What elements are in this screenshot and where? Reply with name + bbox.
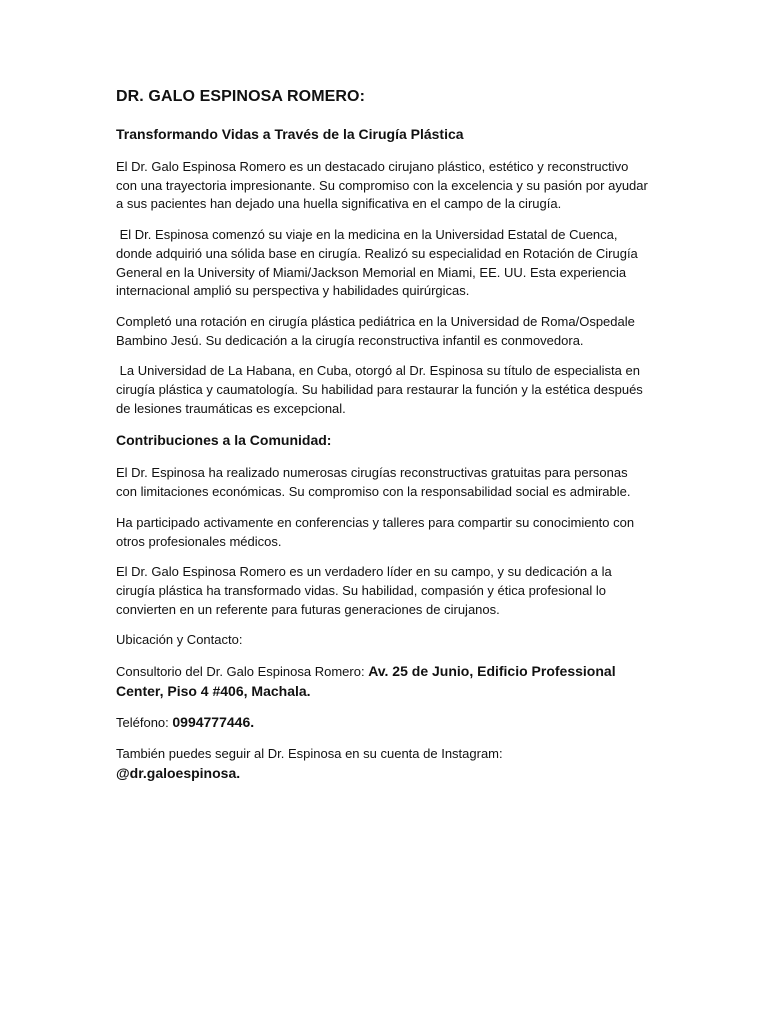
phone-value: 0994777446 (172, 714, 251, 731)
document-subtitle: Transformando Vidas a Través de la Cirugía Plástica (116, 126, 464, 142)
community-title: Contribuciones a la Comunidad: (116, 432, 332, 449)
phone-suffix: . (250, 714, 255, 731)
instagram-line (116, 745, 652, 783)
phone-label: Teléfono: (116, 715, 173, 731)
instagram-label: También puedes seguir al Dr. Espinosa en su cuenta de Instagram: (116, 746, 503, 762)
office-suffix: . (306, 682, 311, 699)
rotation-paragraph: Completó una rotación en cirugía plástica pediátrica en la Universidad de Roma/Ospedale Bambino Jesú. Su dedicación a la cirugía reconstructiva infantil es conmovedora. (116, 313, 635, 348)
education-paragraph: El Dr. Espinosa comenzó su viaje en la medicina en la Universidad Estatal de Cuenca, donde adquirió una sólida base en cirugía. Realizó su especialidad en Rotación de Cirugía General en la University of Miami/Jackson Memorial en Miami, EE. UU. Esta experiencia internacional amplió su perspectiva y habilidades quirúrgicas. (116, 227, 642, 299)
phone-line (116, 713, 652, 733)
office-address: Av. 25 de Junio, Edificio Professional Center, Piso 4 #406, Machala (116, 663, 616, 699)
office-label: Consultorio del Dr. Galo Espinosa Romero: (116, 664, 369, 680)
community-paragraph-2: Ha participado activamente en conferencias y talleres para compartir su conocimiento con otros profesionales médicos. (116, 514, 635, 549)
specialist-paragraph: La Universidad de La Habana, en Cuba, otorgó al Dr. Espinosa su título de especialista en cirugía plástica y caumatología. Su habilidad para restaurar la función y la estética después de lesiones traumáticas es excepcional. (116, 363, 647, 416)
contact-heading: Ubicación y Contacto: (116, 632, 243, 648)
instagram-suffix: . (236, 764, 241, 781)
document-title: DR. GALO ESPINOSA ROMERO: (116, 88, 366, 105)
instagram-handle: @dr.galoespinosa (116, 764, 237, 781)
intro-paragraph: El Dr. Galo Espinosa Romero es un destacado cirujano plástico, estético y reconstructivo con una trayectoria impresionante. Su compromiso con la excelencia y su pasión por ayudar a sus pacientes han dejado una huella significativa en el campo de la cirugía. (116, 159, 648, 212)
community-paragraph-3: El Dr. Galo Espinosa Romero es un verdadero líder en su campo, y su dedicación a la cirugía plástica ha transformado vidas. Su habilidad, compasión y ética profesional lo convierten en un referente para futuras generaciones de cirujanos. (116, 564, 612, 617)
document-page (116, 86, 652, 796)
community-paragraph-1: El Dr. Espinosa ha realizado numerosas cirugías reconstructivas gratuitas para personas con limitaciones económicas. Su compromiso con la responsabilidad social es admirable. (116, 465, 631, 500)
office-line (116, 662, 652, 701)
